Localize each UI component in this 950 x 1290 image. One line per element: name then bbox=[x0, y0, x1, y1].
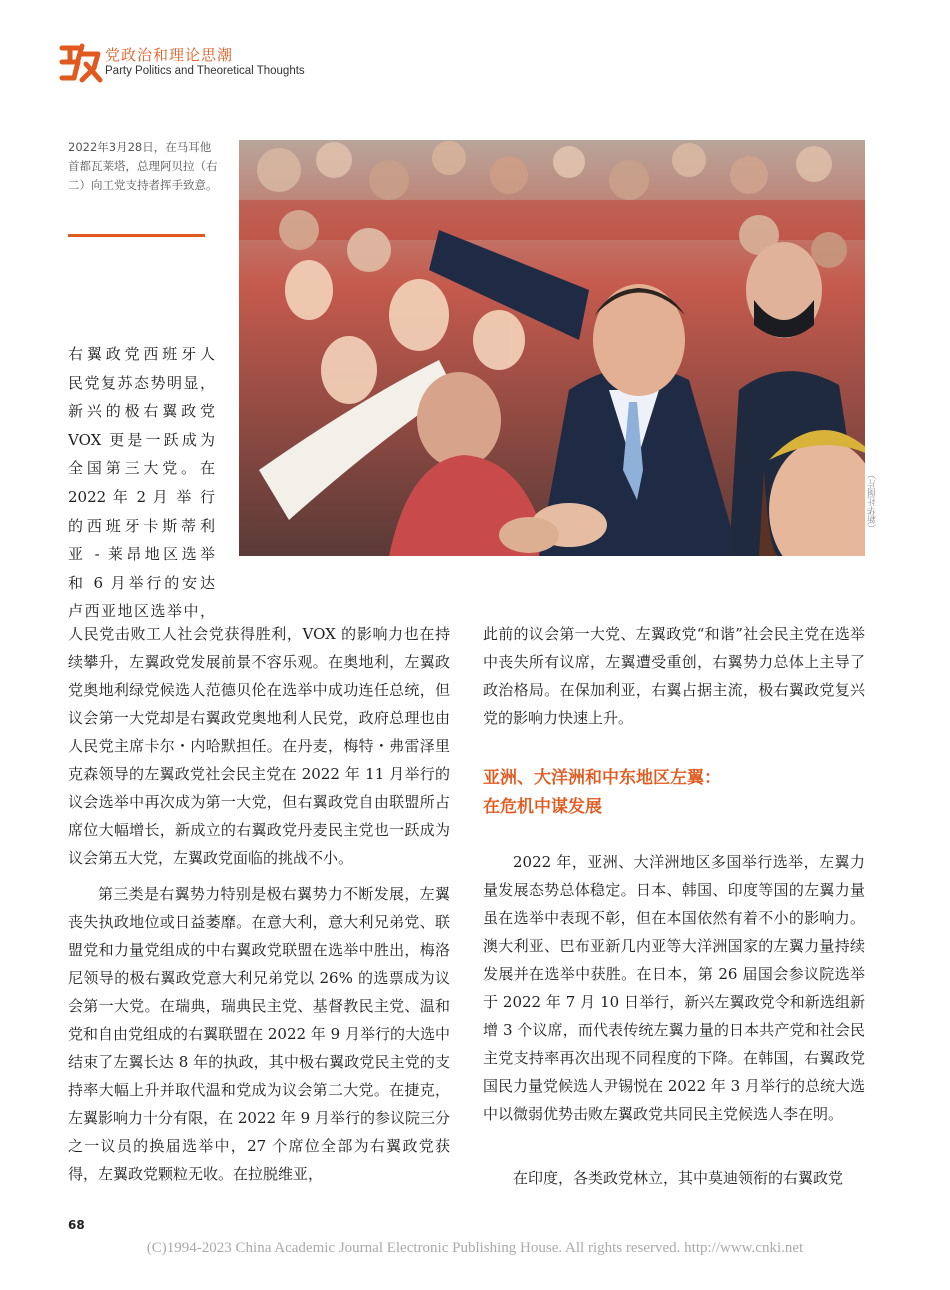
logo-chinese-title: 党政治和理论思潮 bbox=[105, 46, 234, 64]
narrow-line: 民党复苏态势明显， bbox=[68, 373, 215, 392]
photo-credit: （新华社图片） bbox=[868, 470, 878, 533]
body-paragraph-right-2: 2022 年，亚洲、大洋洲地区多国举行选举，左翼力量发展态势总体稳定。日本、韩国、印度等国的左翼力量虽在选举中表现不彰，但在本国依然有着不小的影响力。澳大利亚、巴布亚新几内亚等大洋洲国家的左翼力量持续发展并在选举中获胜。在日本，第 26 届国会参议院选举于 2022 年 7 月 10 日举行，新兴左翼政党令和新选组新增 3 个议席，而代表传统左翼力量的日本共产党和社会民主党支持率再次出现不同程度的下降。在韩国，右翼政党国民力量党候选人尹锡悦在 2022 年 3 月举行的总统大选中以微弱优势击败左翼政党共同民主党候选人李在明。 bbox=[483, 853, 865, 1123]
narrow-line: 右翼政党西班牙人 bbox=[68, 345, 215, 363]
narrow-paragraph bbox=[68, 340, 215, 626]
narrow-line: 和 6 月举行的安达 bbox=[68, 573, 215, 592]
page-number: 68 bbox=[68, 1218, 85, 1232]
photo-caption: 2022年3月28日，在马耳他首都瓦莱塔，总理阿贝拉（右二）向工党支持者挥手致意。 bbox=[68, 140, 218, 192]
copyright-footer: (C)1994-2023 China Academic Journal Electronic Publishing House. All rights reserved. http://www.cnki.net bbox=[146, 1240, 804, 1256]
section-heading-line-2: 在危机中谋发展 bbox=[483, 797, 602, 817]
journal-logo bbox=[58, 38, 318, 90]
narrow-line: 新兴的极右翼政党 bbox=[68, 402, 215, 421]
narrow-line: 亚 - 莱昂地区选举 bbox=[68, 545, 215, 564]
body-paragraph-left-2: 第三类是右翼势力特别是极右翼势力不断发展，左翼丧失执政地位或日益萎靡。在意大利，意大利兄弟党、联盟党和力量党组成的中右翼政党联盟在选举中胜出，梅洛尼领导的极右翼政党意大利兄弟党以 26% 的选票成为议会第一大党。在瑞典，瑞典民主党、基督教民主党、温和党和自由党组成的右翼联盟在 2022 年 9 月举行的大选中结束了左翼长达 8 年的执政，其中极右翼政党民主党的支持率大幅上升并取代温和党成为议会第二大党。在捷克，左翼影响力十分有限，在 2022 年 9 月举行的参议院三分之一议员的换届选举中，27 个席位全部为右翼政党获得，左翼政党颗粒无收。在拉脱维亚， bbox=[68, 885, 450, 1183]
news-photo bbox=[239, 140, 865, 556]
crowd-photo-illustration bbox=[239, 140, 865, 556]
logo-mark-icon bbox=[58, 40, 104, 84]
narrow-line: VOX 更是一跃成为 bbox=[68, 430, 215, 449]
narrow-line: 2022 年 2 月 举 行 bbox=[68, 487, 215, 506]
body-paragraph-right-1: 此前的议会第一大党、左翼政党“和谐”社会民主党在选举中丧失所有议席，左翼遭受重创，右翼势力总体上主导了政治格局。在保加利亚，右翼占据主流，极右翼政党复兴党的影响力快速上升。 bbox=[483, 625, 865, 727]
section-heading-line-1: 亚洲、大洋洲和中东地区左翼： bbox=[483, 768, 721, 788]
narrow-line: 的西班牙卡斯蒂利 bbox=[68, 516, 215, 535]
narrow-line: 卢西亚地区选举中， bbox=[68, 602, 215, 621]
body-paragraph-right-3: 在印度，各类政党林立，其中莫迪领衔的右翼政党 bbox=[513, 1169, 844, 1187]
section-heading bbox=[483, 764, 873, 822]
narrow-line: 全国第三大党。在 bbox=[68, 459, 215, 478]
caption-divider bbox=[68, 234, 205, 237]
body-paragraph-left-1: 人民党击败工人社会党获得胜利，VOX 的影响力也在持续攀升，左翼政党发展前景不容乐观。在奥地利，左翼政党奥地利绿党候选人范德贝伦在选举中成功连任总统，但议会第一大党却是右翼政党奥地利人民党，政府总理也由人民党主席卡尔・内哈默担任。在丹麦，梅特・弗雷泽里克森领导的左翼政党社会民主党在 2022 年 11 月举行的议会选举中再次成为第一大党，但右翼政党自由联盟所占席位大幅增长，新成立的右翼政党丹麦民主党也一跃成为议会第五大党，左翼政党面临的挑战不小。 bbox=[68, 625, 450, 867]
logo-english-title: Party Politics and Theoretical Thoughts bbox=[105, 65, 305, 77]
